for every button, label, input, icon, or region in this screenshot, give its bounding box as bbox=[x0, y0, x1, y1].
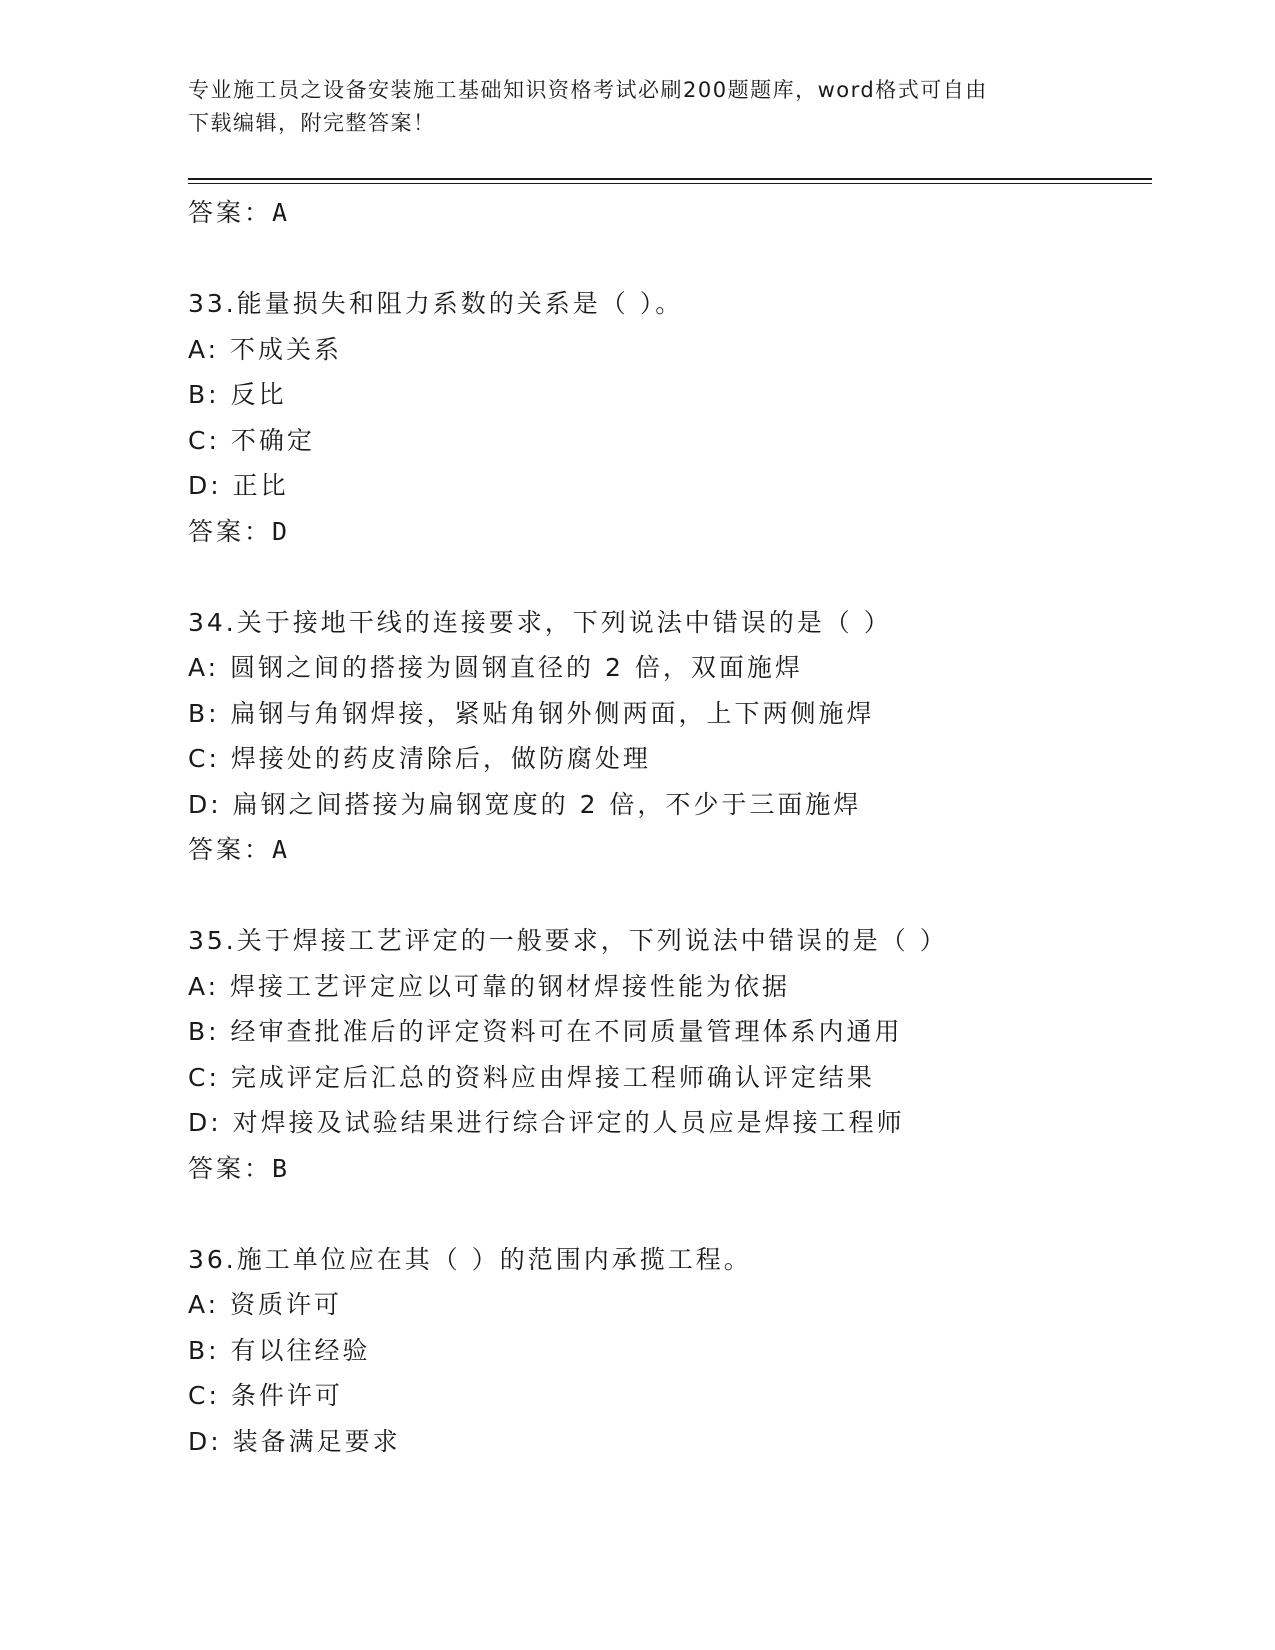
option-b: B: 反比 bbox=[188, 380, 287, 409]
answer-line: 答案：B bbox=[188, 1153, 291, 1183]
question-stem: 35.关于焊接工艺评定的一般要求，下列说法中错误的是（ ） bbox=[188, 926, 948, 955]
option-a: A: 资质许可 bbox=[188, 1290, 343, 1319]
option-d: D: 扁钢之间搭接为扁钢宽度的 2 倍，不少于三面施焊 bbox=[188, 789, 862, 819]
option-d: D: 对焊接及试验结果进行综合评定的人员应是焊接工程师 bbox=[188, 1108, 905, 1137]
option-b: B: 经审查批准后的评定资料可在不同质量管理体系内通用 bbox=[188, 1017, 903, 1046]
option-c: C: 焊接处的药皮清除后，做防腐处理 bbox=[188, 744, 651, 773]
spacer bbox=[188, 554, 1138, 600]
spacer bbox=[188, 236, 1138, 282]
option-a: A: 焊接工艺评定应以可靠的钢材焊接性能为依据 bbox=[188, 971, 791, 1001]
option-d: D: 装备满足要求 bbox=[188, 1426, 401, 1456]
option-a: A: 不成关系 bbox=[188, 334, 343, 364]
answer-line: 答案：A bbox=[188, 835, 291, 864]
option-c: C: 不确定 bbox=[188, 425, 315, 455]
header-divider-thin bbox=[188, 183, 1152, 184]
question-stem: 33.能量损失和阻力系数的关系是（ ）。 bbox=[188, 289, 684, 318]
answer-line: 答案：D bbox=[188, 516, 291, 546]
answer-line: 答案：A bbox=[188, 198, 291, 227]
question-block bbox=[188, 918, 1138, 1191]
spacer bbox=[188, 873, 1138, 919]
option-d: D: 正比 bbox=[188, 471, 289, 500]
question-stem: 36.施工单位应在其（ ）的范围内承揽工程。 bbox=[188, 1244, 752, 1274]
question-block bbox=[188, 1237, 1138, 1465]
spacer bbox=[188, 1191, 1138, 1237]
header-divider bbox=[188, 178, 1152, 180]
document-header bbox=[188, 74, 1088, 140]
question-list bbox=[188, 190, 1138, 1464]
option-b: B: 扁钢与角钢焊接，紧贴角钢外侧两面，上下两侧施焊 bbox=[188, 698, 875, 728]
question-block bbox=[188, 281, 1138, 554]
question-stem: 34.关于接地干线的连接要求，下列说法中错误的是（ ） bbox=[188, 607, 892, 637]
option-c: C: 完成评定后汇总的资料应由焊接工程师确认评定结果 bbox=[188, 1062, 875, 1092]
option-b: B: 有以往经验 bbox=[188, 1335, 371, 1365]
question-block bbox=[188, 600, 1138, 873]
option-a: A: 圆钢之间的搭接为圆钢直径的 2 倍，双面施焊 bbox=[188, 653, 803, 682]
option-c: C: 条件许可 bbox=[188, 1381, 343, 1410]
header-line-1: 专业施工员之设备安装施工基础知识资格考试必刷200题题库，word格式可自由 bbox=[188, 78, 988, 102]
header-line-2: 下载编辑，附完整答案！ bbox=[188, 111, 436, 135]
